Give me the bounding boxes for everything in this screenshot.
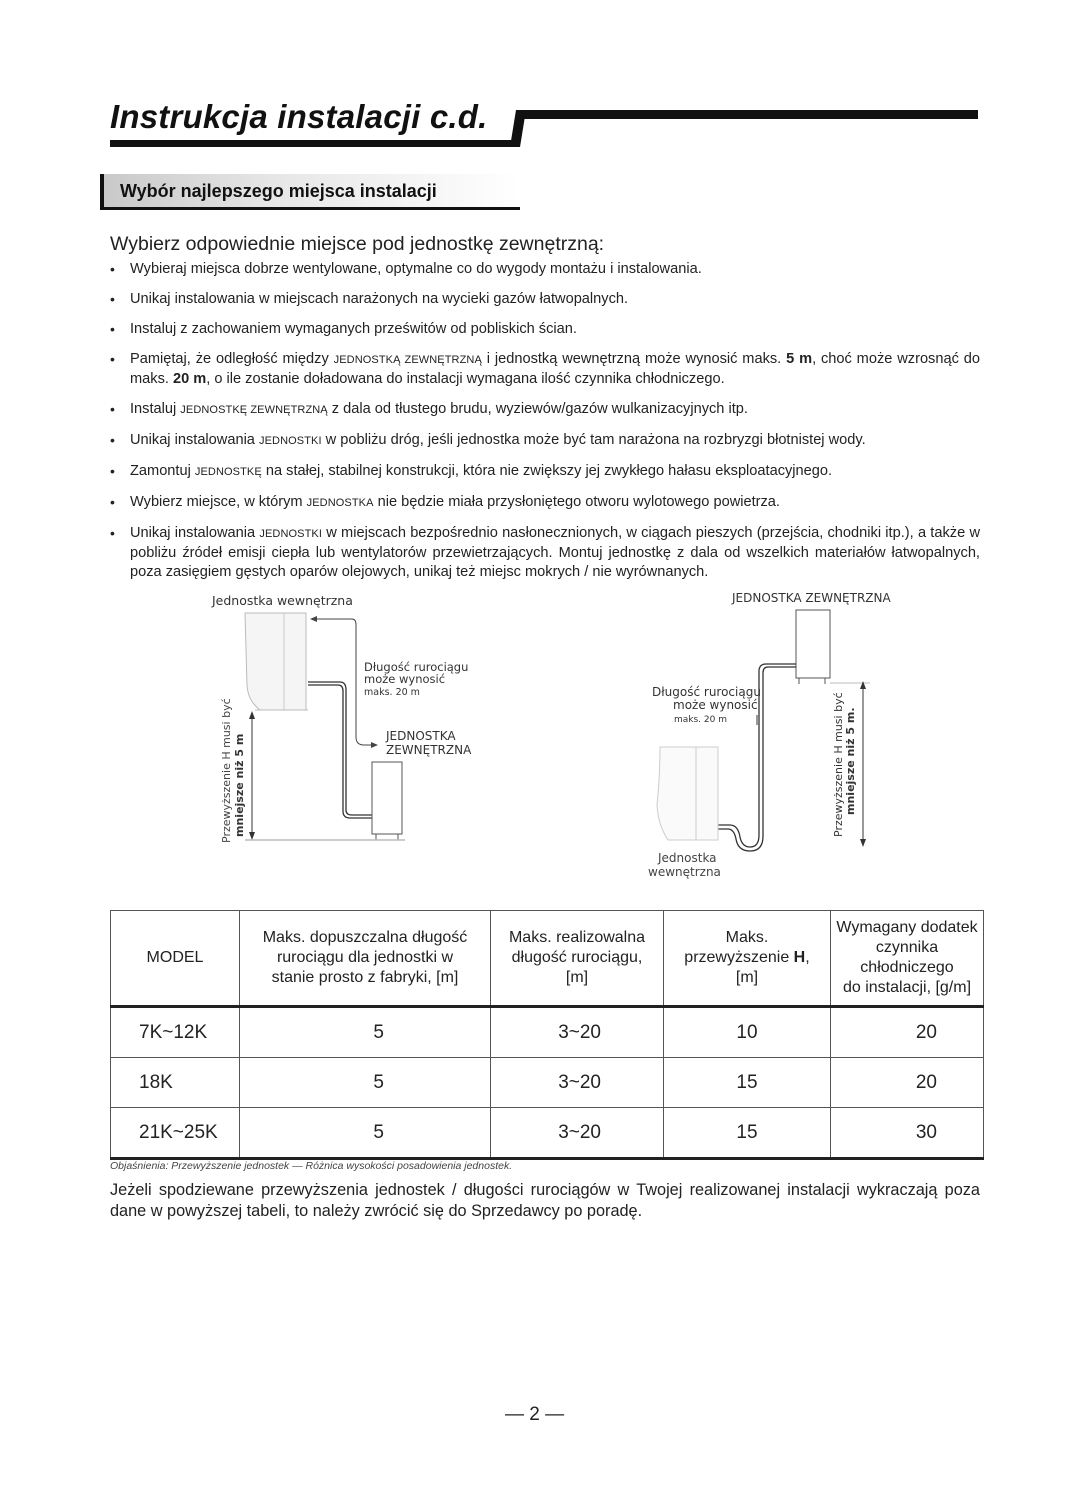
header-line: Maks. realizowalna [508, 929, 646, 946]
list-item [110, 431, 980, 451]
cell-refrigerant: 20 [831, 1007, 984, 1058]
intro-text: Wybierz odpowiednie miejsce pod jednostkę zewnętrzną: [110, 233, 605, 255]
diagram-right-outdoor-label: JEDNOSTKA ZEWNĘTRZNA [732, 591, 891, 605]
list-item [110, 462, 980, 482]
cell-max-len: 3~20 [491, 1108, 664, 1159]
diagram-left-height-label-1: Przewyższenie H musi być [220, 698, 233, 843]
requirements-list [110, 260, 980, 593]
diagram-left-pipe-label-1: Długość rurociągu [364, 660, 469, 674]
header-line: MODEL [146, 949, 204, 966]
bold-value: 5 m [786, 351, 813, 367]
pipe-spec-table [110, 910, 984, 1160]
diagram-indoor-above [200, 585, 500, 855]
cell-refrigerant: 30 [831, 1108, 984, 1159]
table-row [111, 1058, 984, 1108]
indoor-unit-shape [245, 613, 306, 710]
text-run: i jednostką wewnętrzną może wynosić maks. [481, 351, 787, 367]
diagram-outdoor-above [630, 585, 910, 885]
diagram-right-height-label-1: Przewyższenie H musi być [832, 692, 845, 837]
list-item [110, 493, 980, 513]
diagram-right-pipe-label-1: Długość rurociągu [652, 685, 761, 699]
cell-max-h: 15 [664, 1058, 831, 1108]
header-line: czynnika chłodniczego [860, 939, 954, 976]
cell-factory: 5 [240, 1108, 491, 1159]
text-run: z dala od tłustego brudu, wyziewów/gazów wulkanizacyjnych itp. [327, 401, 748, 417]
outdoor-unit-shape [372, 762, 402, 840]
header-line: Maks. dopuszczalna długość [262, 929, 468, 946]
list-item [110, 260, 980, 279]
text-run: , o ile zostanie doładowana do instalacji wymagana ilość czynnika chłodniczego. [206, 371, 725, 387]
text-run: Pamiętaj, że odległość między [130, 351, 334, 367]
cell-factory: 5 [240, 1007, 491, 1058]
header-line: rurociągu dla jednostki w [276, 949, 454, 966]
text-run: Instaluj z zachowaniem wymaganych prześwitów od pobliskich ścian. [130, 321, 577, 337]
header-line: Wymagany dodatek [836, 919, 978, 936]
section-title: Wybór najlepszego miejsca instalacji [120, 181, 437, 201]
header-max-height [664, 911, 831, 1007]
header-line: przewyższenie H, [684, 949, 810, 966]
header-line: stanie prosto z fabryki, [m] [271, 969, 459, 986]
text-run: Unikaj instalowania [130, 525, 260, 541]
cell-max-h: 10 [664, 1007, 831, 1058]
page-title: Instrukcja instalacji c.d. [110, 98, 488, 135]
diagram-right-indoor-label-2: wewnętrzna [648, 865, 721, 879]
list-item [110, 320, 980, 339]
cell-factory: 5 [240, 1058, 491, 1108]
list-item [110, 290, 980, 309]
text-run: nie będzie miała przysłoniętego otworu wylotowego powietrza. [373, 494, 780, 510]
cell-model: 7K~12K [111, 1007, 240, 1058]
header-factory-length [240, 911, 491, 1007]
table-header-row [111, 911, 984, 1007]
diagram-left-indoor-label: Jednostka wewnętrzna [212, 593, 353, 608]
header-line: do instalacji, [g/m] [842, 979, 972, 996]
outdoor-unit-shape [796, 610, 830, 684]
closing-note: Jeżeli spodziewane przewyższenia jednostek / długości rurociągów w Twojej realizowanej instalacji wykraczają poza dane w powyższej tabeli, to należy zwrócić się do Sprzedawcy po poradę. [110, 1181, 980, 1220]
diagram-left-outdoor-label-2: ZEWNĘTRZNA [386, 743, 472, 757]
text-run: Zamontuj [130, 463, 195, 479]
diagram-right-height-label-2: mniejsze niż 5 m. [844, 707, 857, 815]
title-rule [524, 110, 978, 119]
header-model [111, 911, 240, 1007]
table-row [111, 1108, 984, 1159]
small-caps-term: JEDNOSTKI [258, 435, 322, 447]
header-line: długość rurociągu, [511, 949, 643, 966]
text-run: Unikaj instalowania w miejscach narażonych na wycieki gazów łatwopalnych. [130, 291, 629, 307]
table-footnote: Objaśnienia: Przewyższenie jednostek — Różnica wysokości posadowienia jednostek. [110, 1160, 513, 1172]
list-item [110, 524, 980, 582]
text-run: Wybieraj miejsca dobrze wentylowane, optymalne co do wygody montażu i instalowania. [130, 261, 702, 277]
header-max-length [491, 911, 664, 1007]
header-line: Maks. [725, 929, 769, 946]
diagram-left-height-label-2: mniejsze niż 5 m [233, 733, 246, 837]
diagram-left-pipe-label-3: maks. 20 m [364, 687, 420, 698]
cell-model: 18K [111, 1058, 240, 1108]
text-run: w pobliżu dróg, jeśli jednostka może być tam narażona na rozbryzgi błotnistej wody. [321, 432, 866, 448]
section-heading [100, 174, 520, 210]
header-line: [m] [735, 969, 759, 986]
diagram-left-pipe-label-2: może wynosić [364, 672, 446, 686]
small-caps-term: JEDNOSTKĘ [194, 466, 262, 478]
page-number: — 2 — [505, 1404, 565, 1425]
cell-max-len: 3~20 [491, 1007, 664, 1058]
text-run: Unikaj instalowania [130, 432, 259, 448]
title-underline [110, 140, 515, 147]
small-caps-term: JEDNOSTKA [306, 497, 374, 509]
diagram-right-indoor-label-1: Jednostka [658, 851, 717, 865]
diagram-right-pipe-label-3: maks. 20 m [674, 715, 727, 725]
small-caps-term: JEDNOSTKĘ ZEWNĘTRZNĄ [180, 404, 328, 416]
header-line: [m] [565, 969, 589, 986]
list-item [110, 350, 980, 389]
small-caps-term: JEDNOSTKI [259, 528, 323, 540]
diagram-right-pipe-label-2: może wynosić [673, 698, 758, 712]
text-run: Wybierz miejsce, w którym [130, 494, 307, 510]
indoor-unit-shape [657, 747, 718, 840]
text-run: , choć może wzrosnąć do maks. [130, 351, 980, 387]
list-item [110, 400, 980, 420]
small-caps-term: JEDNOSTKĄ ZEWNĘTRZNĄ [333, 354, 482, 366]
header-refrigerant [831, 911, 984, 1007]
text-run: w miejscach bezpośrednio nasłonecznionych, w ciągach pieszych (przejścia, chodniki itp.), a także w pobliżu źródeł emisji ciepła lub wentylatorów przewietrzających. Montuj jednostkę z dala od wszelkich materiałów łatwopalnych, poza zasięgiem gęstych oparów olejowych, unikaj też miejsc mokrych / nie wyrównanych. [130, 525, 980, 580]
diagram-left-outdoor-label-1: JEDNOSTKA [386, 729, 456, 743]
bold-value: 20 m [172, 371, 207, 387]
cell-refrigerant: 20 [831, 1058, 984, 1108]
text-run: na stałej, stabilnej konstrukcji, która nie zwiększy jej zwykłego hałasu eksploatacyjnego. [261, 463, 833, 479]
cell-max-len: 3~20 [491, 1058, 664, 1108]
text-run: Instaluj [130, 401, 181, 417]
cell-max-h: 15 [664, 1108, 831, 1159]
cell-model: 21K~25K [111, 1108, 240, 1159]
table-row [111, 1007, 984, 1058]
